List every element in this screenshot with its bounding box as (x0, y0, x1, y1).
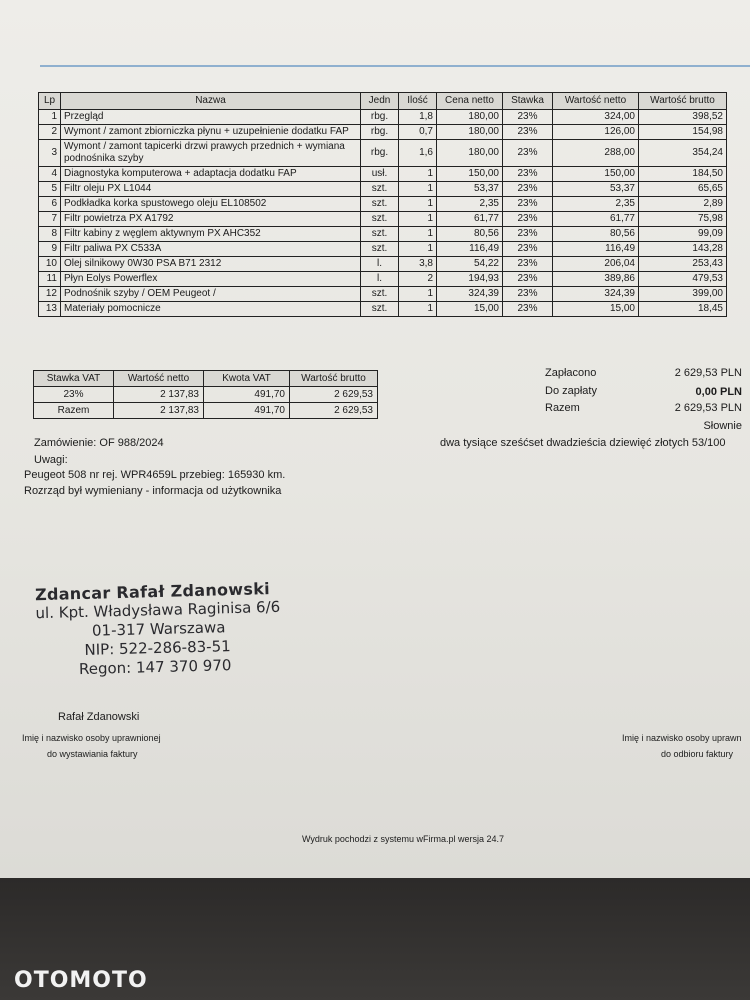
item-cell-vat: 23% (503, 125, 553, 140)
item-cell-qty: 1 (399, 287, 437, 302)
item-row (39, 167, 727, 182)
item-cell-jedn: rbg. (361, 125, 399, 140)
item-row (39, 242, 727, 257)
item-cell-qty: 1 (399, 227, 437, 242)
item-cell-jedn: rbg. (361, 110, 399, 125)
item-cell-price: 116,49 (437, 242, 503, 257)
item-cell-net: 206,04 (553, 257, 639, 272)
vat-row (34, 403, 378, 419)
item-cell-jedn: l. (361, 257, 399, 272)
item-cell-jedn: szt. (361, 227, 399, 242)
item-row (39, 287, 727, 302)
item-cell-price: 180,00 (437, 140, 503, 167)
item-cell-name: Filtr oleju PX L1044 (61, 182, 361, 197)
item-cell-net: 53,37 (553, 182, 639, 197)
item-cell-name: Wymont / zamont zbiorniczka płynu + uzupełnienie dodatku FAP (61, 125, 361, 140)
item-cell-qty: 3,8 (399, 257, 437, 272)
item-cell-name: Materiały pomocnicze (61, 302, 361, 317)
item-cell-net: 324,00 (553, 110, 639, 125)
header-net-price: Cena netto (437, 93, 503, 110)
item-cell-lp: 7 (39, 212, 61, 227)
item-row (39, 140, 727, 167)
item-cell-gross: 184,50 (639, 167, 727, 182)
item-cell-lp: 12 (39, 287, 61, 302)
receiver-caption-2: do odbioru faktury (661, 749, 734, 759)
stamp-company: Zdancar Rafał Zdanowski (34, 579, 271, 605)
header-qty: Ilość (399, 93, 437, 110)
header-gross-value: Wartość brutto (639, 93, 727, 110)
item-cell-qty: 1 (399, 182, 437, 197)
item-cell-qty: 1 (399, 167, 437, 182)
vat-cell-net: 2 137,83 (114, 387, 204, 403)
item-cell-name: Filtr powietrza PX A1792 (61, 212, 361, 227)
remarks-timing: Rozrząd był wymieniany - informacja od użytkownika (24, 485, 282, 497)
paid-value: 2 629,53 PLN (674, 367, 742, 379)
vat-cell-rate: 23% (34, 387, 114, 403)
item-cell-name: Olej silnikowy 0W30 PSA B71 2312 (61, 257, 361, 272)
stamp-regon: Regon: 147 370 970 (78, 656, 232, 679)
items-header-row (39, 93, 727, 110)
item-cell-jedn: rbg. (361, 140, 399, 167)
vat-cell-net: 2 137,83 (114, 403, 204, 419)
company-stamp (35, 579, 282, 680)
item-cell-gross: 399,00 (639, 287, 727, 302)
item-row (39, 272, 727, 287)
item-cell-net: 61,77 (553, 212, 639, 227)
item-cell-vat: 23% (503, 302, 553, 317)
item-cell-price: 15,00 (437, 302, 503, 317)
item-row (39, 302, 727, 317)
vat-cell-vat: 491,70 (204, 387, 290, 403)
vat-header-row (34, 371, 378, 387)
item-cell-jedn: szt. (361, 212, 399, 227)
item-cell-gross: 99,09 (639, 227, 727, 242)
item-cell-vat: 23% (503, 287, 553, 302)
item-cell-lp: 13 (39, 302, 61, 317)
header-unit: Jedn (361, 93, 399, 110)
vat-header-net: Wartość netto (114, 371, 204, 387)
item-row (39, 182, 727, 197)
total-value: 2 629,53 PLN (674, 402, 742, 414)
item-cell-gross: 75,98 (639, 212, 727, 227)
item-cell-net: 324,39 (553, 287, 639, 302)
item-cell-price: 53,37 (437, 182, 503, 197)
item-cell-price: 180,00 (437, 125, 503, 140)
item-cell-gross: 65,65 (639, 182, 727, 197)
item-cell-name: Płyn Eolys Powerflex (61, 272, 361, 287)
item-cell-vat: 23% (503, 212, 553, 227)
item-cell-gross: 479,53 (639, 272, 727, 287)
system-note: Wydruk pochodzi z systemu wFirma.pl wersja 24.7 (302, 834, 504, 844)
item-cell-net: 80,56 (553, 227, 639, 242)
item-cell-lp: 5 (39, 182, 61, 197)
item-cell-qty: 0,7 (399, 125, 437, 140)
item-cell-gross: 18,45 (639, 302, 727, 317)
item-cell-gross: 398,52 (639, 110, 727, 125)
item-cell-lp: 1 (39, 110, 61, 125)
vat-header-rate: Stawka VAT (34, 371, 114, 387)
item-cell-price: 194,93 (437, 272, 503, 287)
item-cell-name: Filtr kabiny z węglem aktywnym PX AHC352 (61, 227, 361, 242)
vat-cell-gross: 2 629,53 (290, 387, 378, 403)
item-cell-jedn: l. (361, 272, 399, 287)
due-label: Do zapłaty (545, 385, 597, 397)
header-vat-rate: Stawka (503, 93, 553, 110)
header-lp: Lp (39, 93, 61, 110)
item-cell-net: 15,00 (553, 302, 639, 317)
item-cell-vat: 23% (503, 110, 553, 125)
item-cell-net: 288,00 (553, 140, 639, 167)
item-row (39, 257, 727, 272)
vat-cell-rate: Razem (34, 403, 114, 419)
item-row (39, 125, 727, 140)
item-cell-vat: 23% (503, 242, 553, 257)
item-cell-lp: 10 (39, 257, 61, 272)
receiver-caption-1: Imię i nazwisko osoby uprawn (622, 733, 742, 743)
item-cell-qty: 1,6 (399, 140, 437, 167)
item-cell-price: 324,39 (437, 287, 503, 302)
item-cell-jedn: szt. (361, 182, 399, 197)
item-cell-vat: 23% (503, 182, 553, 197)
item-cell-price: 2,35 (437, 197, 503, 212)
item-cell-lp: 9 (39, 242, 61, 257)
issuer-caption-1: Imię i nazwisko osoby uprawnionej (22, 733, 161, 743)
item-cell-gross: 154,98 (639, 125, 727, 140)
vat-summary-table (33, 370, 378, 419)
item-cell-gross: 354,24 (639, 140, 727, 167)
stamp-street: ul. Kpt. Władysława Raginisa 6/6 (35, 597, 281, 623)
item-cell-price: 150,00 (437, 167, 503, 182)
item-cell-name: Podnośnik szyby / OEM Peugeot / (61, 287, 361, 302)
item-row (39, 110, 727, 125)
item-cell-name: Wymont / zamont tapicerki drzwi prawych przednich + wymiana podnośnika szyby (61, 140, 361, 167)
item-cell-qty: 1 (399, 242, 437, 257)
item-cell-jedn: szt. (361, 197, 399, 212)
item-cell-vat: 23% (503, 167, 553, 182)
item-cell-lp: 3 (39, 140, 61, 167)
item-cell-vat: 23% (503, 197, 553, 212)
total-label: Razem (545, 402, 580, 414)
vat-header-gross: Wartość brutto (290, 371, 378, 387)
item-row (39, 197, 727, 212)
item-cell-jedn: szt. (361, 242, 399, 257)
vat-row (34, 387, 378, 403)
item-cell-net: 2,35 (553, 197, 639, 212)
item-row (39, 212, 727, 227)
item-cell-jedn: szt. (361, 287, 399, 302)
item-cell-vat: 23% (503, 257, 553, 272)
item-cell-qty: 1 (399, 197, 437, 212)
amount-in-words: dwa tysiące sześćset dwadzieścia dziewięć złotych 53/100 (440, 437, 726, 449)
item-cell-name: Podkładka korka spustowego oleju EL108502 (61, 197, 361, 212)
vat-header-vat: Kwota VAT (204, 371, 290, 387)
remarks-car: Peugeot 508 nr rej. WPR4659L przebieg: 165930 km. (24, 469, 286, 481)
stamp-city: 01-317 Warszawa (91, 618, 226, 640)
otomoto-watermark: OTOMOTO (14, 968, 148, 993)
item-cell-qty: 1,8 (399, 110, 437, 125)
item-cell-vat: 23% (503, 272, 553, 287)
item-cell-lp: 4 (39, 167, 61, 182)
item-cell-net: 389,86 (553, 272, 639, 287)
item-cell-net: 116,49 (553, 242, 639, 257)
issuer-name: Rafał Zdanowski (58, 711, 140, 723)
paid-label: Zapłacono (545, 367, 597, 379)
item-cell-jedn: szt. (361, 302, 399, 317)
item-cell-net: 150,00 (553, 167, 639, 182)
item-cell-qty: 2 (399, 272, 437, 287)
item-cell-jedn: usł. (361, 167, 399, 182)
item-row (39, 227, 727, 242)
vat-cell-vat: 491,70 (204, 403, 290, 419)
stamp-nip: NIP: 522-286-83-51 (84, 637, 231, 659)
item-cell-price: 180,00 (437, 110, 503, 125)
issuer-caption-2: do wystawiania faktury (47, 749, 138, 759)
item-cell-lp: 11 (39, 272, 61, 287)
due-value: 0,00 PLN (695, 386, 742, 398)
item-cell-lp: 8 (39, 227, 61, 242)
items-table (38, 92, 727, 317)
item-cell-price: 61,77 (437, 212, 503, 227)
item-cell-lp: 6 (39, 197, 61, 212)
item-cell-qty: 1 (399, 212, 437, 227)
top-divider (40, 65, 750, 67)
item-cell-name: Filtr paliwa PX C533A (61, 242, 361, 257)
item-cell-gross: 253,43 (639, 257, 727, 272)
header-net-value: Wartość netto (553, 93, 639, 110)
item-cell-gross: 143,28 (639, 242, 727, 257)
item-cell-net: 126,00 (553, 125, 639, 140)
remarks-label: Uwagi: (34, 454, 68, 466)
item-cell-price: 54,22 (437, 257, 503, 272)
vat-cell-gross: 2 629,53 (290, 403, 378, 419)
item-cell-vat: 23% (503, 140, 553, 167)
header-name: Nazwa (61, 93, 361, 110)
item-cell-name: Przegląd (61, 110, 361, 125)
order-number: Zamówienie: OF 988/2024 (34, 437, 164, 449)
item-cell-vat: 23% (503, 227, 553, 242)
item-cell-gross: 2,89 (639, 197, 727, 212)
item-cell-qty: 1 (399, 302, 437, 317)
item-cell-price: 80,56 (437, 227, 503, 242)
item-cell-lp: 2 (39, 125, 61, 140)
in-words-label: Słownie (703, 420, 742, 432)
item-cell-name: Diagnostyka komputerowa + adaptacja dodatku FAP (61, 167, 361, 182)
